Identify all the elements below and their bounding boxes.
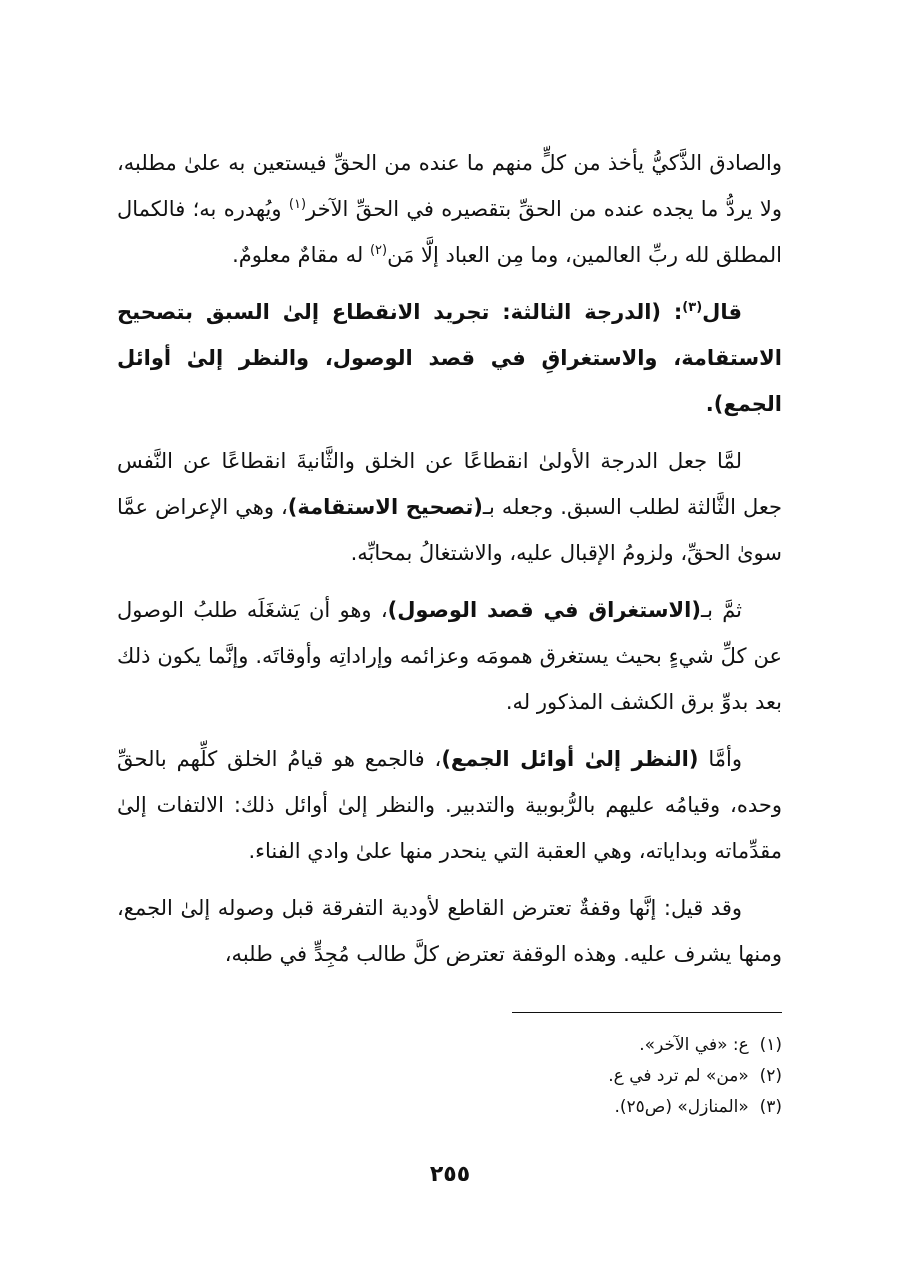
text-run: ، فالجمع هو قيامُ الخلق كلِّهم بالحقِّ وحده، وقيامُه عليهم بالرُّبوبية والتدبير. والنظر إلىٰ أوائل ذلك: الالتفات إلىٰ مقدِّماته وبداياته، وهي العقبة التي ينحدر منها علىٰ وادي الفناء.: [117, 747, 782, 863]
text-run: لمَّا جعل الدرجة الأولىٰ انقطاعًا عن الخلق والثَّانيةَ انقطاعًا عن النَّفس جعل الثَّالثة لطلب السبق. وجعله بـ: [117, 449, 782, 519]
text-run: ، وهو أن يَشغَلَه طلبُ الوصول عن كلِّ شيءٍ بحيث يستغرق همومَه وعزائمه وإراداتِه وأوقاتَه. وإنَّما يكون ذلك بعد بدوِّ برق الكشف المذكور له.: [117, 598, 782, 714]
text-run: : (الدرجة الثالثة: تجريد الانقطاع إلىٰ السبق بتصحيح الاستقامة، والاستغراقِ في قصد الوصول، والنظر إلىٰ أوائل الجمع).: [117, 300, 782, 416]
paragraph: [117, 736, 782, 874]
text-run: ويُهدره به؛ فالكمال المطلق لله ربِّ العالمين، وما مِن العباد إلَّا مَن: [117, 197, 782, 267]
text-run: له مقامٌ معلومٌ.: [232, 243, 370, 267]
footnote: [117, 1092, 782, 1123]
text-run: قال: [702, 300, 742, 324]
footnote: [117, 1061, 782, 1092]
footnotes: [117, 1030, 782, 1123]
bold-phrase: (النظر إلىٰ أوائل الجمع): [441, 747, 699, 771]
footnote-number: (١): [759, 1035, 782, 1055]
paragraph: [117, 140, 782, 278]
footnote-text: «المنازل» (ص٢٥).: [614, 1097, 749, 1117]
footnote-text: ع: «في الآخر».: [639, 1035, 749, 1055]
footnote-number: (٣): [759, 1097, 782, 1117]
text-run: ثمَّ بـ: [700, 598, 743, 622]
paragraph: [117, 289, 782, 427]
bold-phrase: (الاستغراق في قصد الوصول): [387, 598, 701, 622]
footnote-separator: [512, 1012, 782, 1013]
footnote-reference: (١): [288, 197, 307, 212]
footnote-text: «من» لم ترد في ع.: [608, 1066, 749, 1086]
footnote-number: (٢): [759, 1066, 782, 1086]
main-text: [117, 140, 782, 988]
text-run: وقد قيل: إنَّها وقفةٌ تعترض القاطع لأودية التفرقة قبل وصوله إلىٰ الجمع، ومنها يشرف عليه. وهذه الوقفة تعترض كلَّ طالب مُجِدٍّ في طلبه،: [117, 896, 782, 966]
footnote-reference: (٢): [369, 243, 388, 258]
text-run: والصادق الذَّكيُّ يأخذ من كلٍّ منهم ما عنده من الحقِّ فيستعين به علىٰ مطلبه، ولا يردُّ ما يجده عنده من الحقِّ بتقصيره في الحقِّ الآخر: [117, 151, 782, 221]
paragraph: [117, 587, 782, 725]
page-number: ٢٥٥: [429, 1162, 471, 1187]
text-run: ، وهي الإعراض عمَّا سوىٰ الحقِّ، ولزومُ الإقبال عليه، والاشتغالُ بمحابِّه.: [117, 495, 782, 565]
text-run: وأمَّا: [698, 747, 743, 771]
paragraph: [117, 438, 782, 576]
footnote: [117, 1030, 782, 1061]
bold-phrase: (تصحيح الاستقامة): [287, 495, 483, 519]
footnote-reference: (٣): [682, 300, 703, 315]
paragraph: [117, 885, 782, 977]
